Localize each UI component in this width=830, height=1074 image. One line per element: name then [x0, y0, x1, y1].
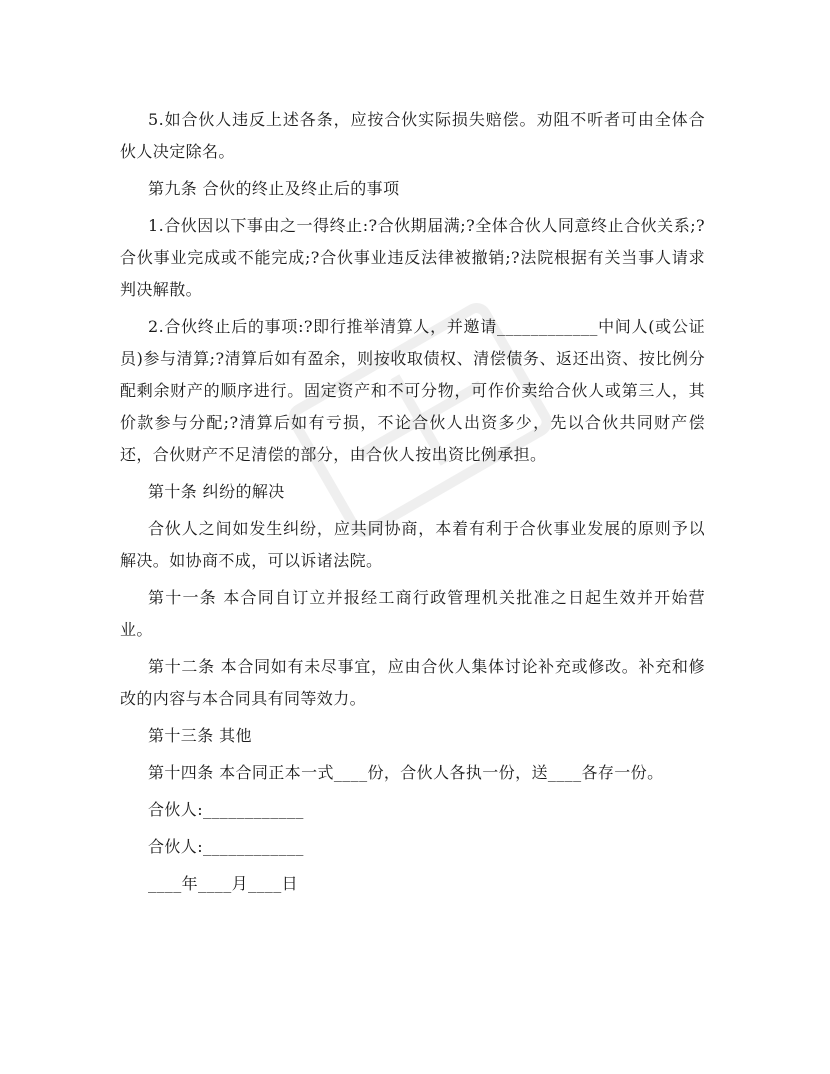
clause-5-compensation: 5.如合伙人违反上述各条，应按合伙实际损失赔偿。劝阻不听者可由全体合伙人决定除名。 [120, 110, 705, 161]
article-14: 第十四条 本合同正本一式____份，合伙人各执一份，送____各存一份。 [148, 763, 664, 782]
article-12: 第十二条 本合同如有未尽事宜，应由合伙人集体讨论补充或修改。补充和修改的内容与本合同具有同等效力。 [120, 657, 705, 708]
article-9-item-1: 1.合伙因以下事由之一得终止:?合伙期届满;?全体合伙人同意终止合伙关系;?合伙事业完成或不能完成;?合伙事业违反法律被撤销;?法院根据有关当事人请求判决解散。 [120, 216, 705, 299]
article-10-body: 合伙人之间如发生纠纷，应共同协商，本着有利于合伙事业发展的原则予以解决。如协商不成，可以诉诸法院。 [120, 519, 705, 570]
article-10-heading: 第十条 纠纷的解决 [148, 482, 285, 501]
article-9-heading: 第九条 合伙的终止及终止后的事项 [148, 179, 400, 198]
article-11: 第十一条 本合同自订立并报经工商行政管理机关批准之日起生效并开始营业。 [120, 588, 705, 639]
article-9-item-2: 2.合伙终止后的事项:?即行推举清算人，并邀请____________中间人(或公证员)参与清算;?清算后如有盈余，则按收取债权、清偿债务、返还出资、按比例分配剩余财产的顺序进行。固定资产和不可分物，可作价卖给合伙人或第三人，其价款参与分配;?清算后如有亏损，不论合伙人出资多少，先以合伙共同财产偿还，合伙财产不足清偿的部分，由合伙人按出资比例承担。 [120, 317, 705, 464]
article-13: 第十三条 其他 [148, 726, 252, 745]
date-line: ____年____月____日 [148, 874, 298, 893]
partner-signature-line-1: 合伙人:____________ [148, 800, 304, 819]
document-body [120, 104, 705, 905]
partner-signature-line-2: 合伙人:____________ [148, 837, 304, 856]
